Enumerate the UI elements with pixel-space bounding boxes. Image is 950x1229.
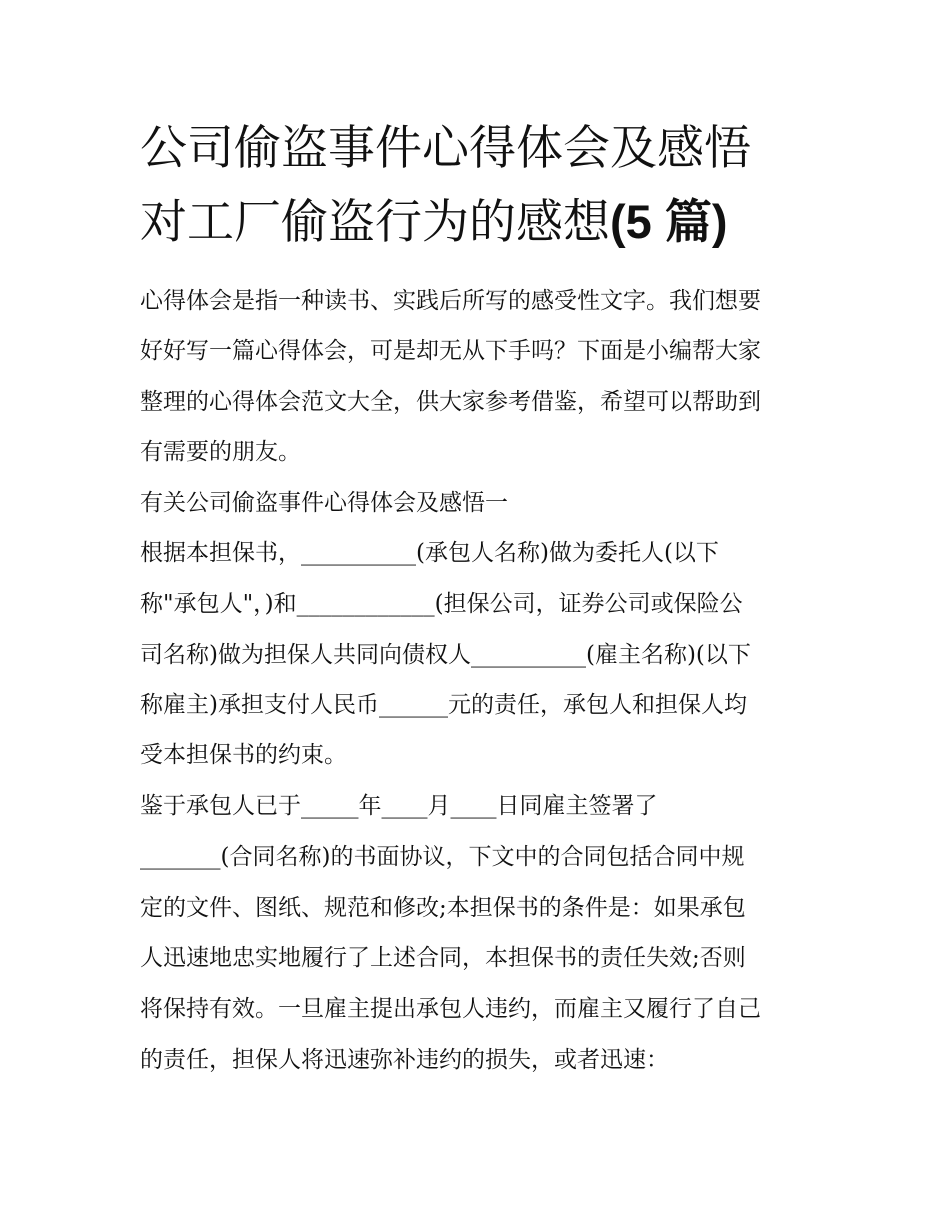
title-line-2 <box>140 185 840 259</box>
body-line-11: 的责任，担保人将迅速弥补违约的损失，或者迅速： <box>140 1047 669 1073</box>
body-line-2: 称"承包人"，)和____________(担保公司，证券公司或保险公 <box>140 591 743 617</box>
intro-line-2: 好好写一篇心得体会，可是却无从下手吗？下面是小编帮大家 <box>140 338 761 364</box>
body-line-3: 司名称)做为担保人共同向债权人__________(雇主名称)(以下 <box>140 642 751 668</box>
intro-line-1: 心得体会是指一种读书、实践后所写的感受性文字。我们想要 <box>140 288 761 314</box>
body-line-9: 人迅速地忠实地履行了上述合同，本担保书的责任失效;否则 <box>140 945 746 971</box>
body-line-8: 定的文件、图纸、规范和修改;本担保书的条件是：如果承包 <box>140 895 746 921</box>
title-article-count: (5 篇) <box>610 195 728 248</box>
intro-line-4: 有需要的朋友。 <box>140 439 301 465</box>
intro-line-3: 整理的心得体会范文大全，供大家参考借鉴，希望可以帮助到 <box>140 389 761 415</box>
body-line-10: 将保持有效。一旦雇主提出承包人违约，而雇主又履行了自己 <box>140 996 761 1022</box>
body-line-4: 称雇主)承担支付人民币______元的责任，承包人和担保人均 <box>140 692 747 718</box>
section-heading: 有关公司偷盗事件心得体会及感悟一 <box>140 490 508 516</box>
body-line-1: 根据本担保书，__________(承包人名称)做为委托人(以下 <box>140 540 719 566</box>
body-line-5: 受本担保书的约束。 <box>140 742 347 768</box>
body-line-6: 鉴于承包人已于_____年____月____日同雇主签署了 <box>140 793 658 819</box>
body-line-7: _______(合同名称)的书面协议，下文中的合同包括合同中规 <box>140 844 745 870</box>
document-title <box>140 112 840 259</box>
title-line-2-text: 对工厂偷盗行为的感想 <box>140 195 610 250</box>
title-line-1: 公司偷盗事件心得体会及感悟 <box>140 121 751 176</box>
